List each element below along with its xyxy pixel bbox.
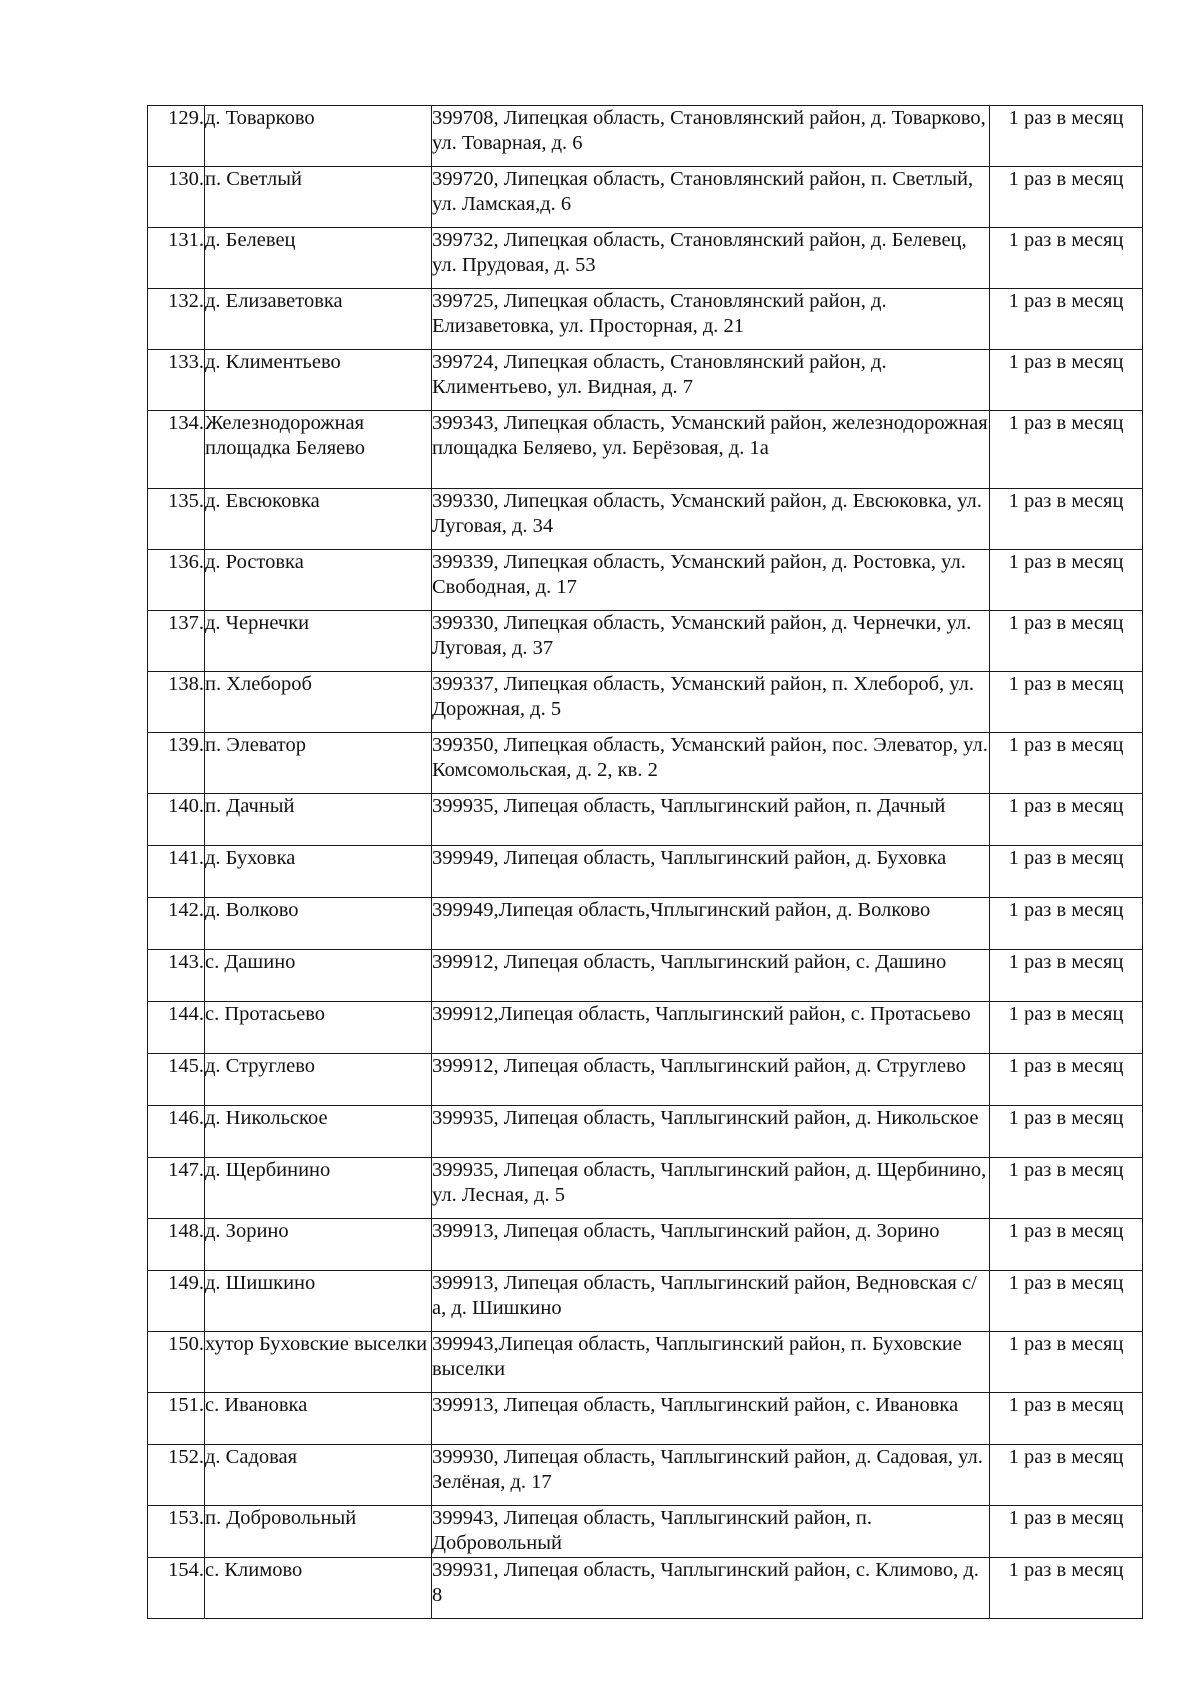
- row-number: 136.: [148, 550, 205, 611]
- visit-frequency: 1 раз в месяц: [990, 794, 1143, 846]
- settlement-name: п. Дачный: [205, 794, 432, 846]
- row-number: 139.: [148, 733, 205, 794]
- table-row: [148, 167, 1143, 228]
- row-number: 137.: [148, 611, 205, 672]
- row-number: 132.: [148, 289, 205, 350]
- visit-frequency: 1 раз в месяц: [990, 1054, 1143, 1106]
- row-number: 129.: [148, 106, 205, 167]
- row-number: 144.: [148, 1002, 205, 1054]
- visit-frequency: 1 раз в месяц: [990, 898, 1143, 950]
- table-row: [148, 489, 1143, 550]
- row-number: 142.: [148, 898, 205, 950]
- row-number: 130.: [148, 167, 205, 228]
- settlement-name: с. Ивановка: [205, 1393, 432, 1445]
- table-row: [148, 1393, 1143, 1445]
- row-number: 148.: [148, 1219, 205, 1271]
- settlement-name: д. Шишкино: [205, 1271, 432, 1332]
- row-number: 133.: [148, 350, 205, 411]
- row-number: 145.: [148, 1054, 205, 1106]
- address: 399350, Липецкая область, Усманский район, пос. Элеватор, ул. Комсомольская, д. 2, кв. 2: [432, 733, 990, 794]
- visit-frequency: 1 раз в месяц: [990, 1002, 1143, 1054]
- table-row: [148, 1558, 1143, 1619]
- settlement-name: Железнодорожная площадка Беляево: [205, 411, 432, 489]
- table-row: [148, 898, 1143, 950]
- address: 399935, Липецая область, Чаплыгинский район, п. Дачный: [432, 794, 990, 846]
- table-row: [148, 846, 1143, 898]
- address: 399912, Липецая область, Чаплыгинский район, с. Дашино: [432, 950, 990, 1002]
- settlement-name: п. Хлебороб: [205, 672, 432, 733]
- table-row: [148, 106, 1143, 167]
- visit-frequency: 1 раз в месяц: [990, 1506, 1143, 1558]
- settlement-name: д. Белевец: [205, 228, 432, 289]
- settlement-name: д. Чернечки: [205, 611, 432, 672]
- settlement-name: с. Протасьево: [205, 1002, 432, 1054]
- address: 399943, Липецая область, Чаплыгинский район, п. Добровольный: [432, 1506, 990, 1558]
- address: 399913, Липецая область, Чаплыгинский район, д. Зорино: [432, 1219, 990, 1271]
- address: 399720, Липецкая область, Становлянский район, п. Светлый, ул. Ламская,д. 6: [432, 167, 990, 228]
- table-row: [148, 672, 1143, 733]
- settlement-name: с. Дашино: [205, 950, 432, 1002]
- address: 399337, Липецкая область, Усманский район, п. Хлебороб, ул. Дорожная, д. 5: [432, 672, 990, 733]
- table-row: [148, 950, 1143, 1002]
- row-number: 141.: [148, 846, 205, 898]
- table-row: [148, 1158, 1143, 1219]
- settlement-name: п. Светлый: [205, 167, 432, 228]
- row-number: 140.: [148, 794, 205, 846]
- settlement-name: д. Товарково: [205, 106, 432, 167]
- address: 399913, Липецая область, Чаплыгинский район, с. Ивановка: [432, 1393, 990, 1445]
- visit-frequency: 1 раз в месяц: [990, 1158, 1143, 1219]
- settlement-name: д. Ростовка: [205, 550, 432, 611]
- visit-frequency: 1 раз в месяц: [990, 1445, 1143, 1506]
- table-row: [148, 1445, 1143, 1506]
- address: 399330, Липецкая область, Усманский район, д. Чернечки, ул. Луговая, д. 37: [432, 611, 990, 672]
- table-row: [148, 611, 1143, 672]
- settlement-name: д. Струглево: [205, 1054, 432, 1106]
- row-number: 146.: [148, 1106, 205, 1158]
- table-row: [148, 228, 1143, 289]
- address: 399949,Липецая область,Чплыгинский район, д. Волково: [432, 898, 990, 950]
- visit-frequency: 1 раз в месяц: [990, 950, 1143, 1002]
- table-row: [148, 1332, 1143, 1393]
- visit-frequency: 1 раз в месяц: [990, 550, 1143, 611]
- settlement-name: д. Волково: [205, 898, 432, 950]
- visit-frequency: 1 раз в месяц: [990, 350, 1143, 411]
- address: 399912, Липецая область, Чаплыгинский район, д. Струглево: [432, 1054, 990, 1106]
- visit-frequency: 1 раз в месяц: [990, 1332, 1143, 1393]
- visit-frequency: 1 раз в месяц: [990, 733, 1143, 794]
- settlement-name: п. Добровольный: [205, 1506, 432, 1558]
- settlement-name: д. Елизаветовка: [205, 289, 432, 350]
- address: 399343, Липецкая область, Усманский район, железнодорожная площадка Беляево, ул. Берёзовая, д. 1а: [432, 411, 990, 489]
- visit-frequency: 1 раз в месяц: [990, 611, 1143, 672]
- address: 399949, Липецая область, Чаплыгинский район, д. Буховка: [432, 846, 990, 898]
- row-number: 147.: [148, 1158, 205, 1219]
- visit-frequency: 1 раз в месяц: [990, 167, 1143, 228]
- visit-frequency: 1 раз в месяц: [990, 1393, 1143, 1445]
- table-row: [148, 733, 1143, 794]
- table-row: [148, 1054, 1143, 1106]
- settlement-name: д. Щербинино: [205, 1158, 432, 1219]
- address: 399912,Липецая область, Чаплыгинский район, с. Протасьево: [432, 1002, 990, 1054]
- row-number: 151.: [148, 1393, 205, 1445]
- settlement-name: д. Никольское: [205, 1106, 432, 1158]
- settlement-name: с. Климово: [205, 1558, 432, 1619]
- table-row: [148, 1002, 1143, 1054]
- visit-frequency: 1 раз в месяц: [990, 228, 1143, 289]
- address: 399732, Липецкая область, Становлянский район, д. Белевец, ул. Прудовая, д. 53: [432, 228, 990, 289]
- table-row: [148, 289, 1143, 350]
- row-number: 138.: [148, 672, 205, 733]
- settlement-name: д. Садовая: [205, 1445, 432, 1506]
- settlement-name: д. Зорино: [205, 1219, 432, 1271]
- address: 399943,Липецая область, Чаплыгинский район, п. Буховские выселки: [432, 1332, 990, 1393]
- row-number: 154.: [148, 1558, 205, 1619]
- visit-frequency: 1 раз в месяц: [990, 489, 1143, 550]
- visit-frequency: 1 раз в месяц: [990, 1558, 1143, 1619]
- row-number: 152.: [148, 1445, 205, 1506]
- settlement-name: д. Буховка: [205, 846, 432, 898]
- visit-frequency: 1 раз в месяц: [990, 1219, 1143, 1271]
- table-row: [148, 1271, 1143, 1332]
- address: 399935, Липецая область, Чаплыгинский район, д. Никольское: [432, 1106, 990, 1158]
- address: 399931, Липецая область, Чаплыгинский район, с. Климово, д. 8: [432, 1558, 990, 1619]
- address: 399330, Липецкая область, Усманский район, д. Евсюковка, ул. Луговая, д. 34: [432, 489, 990, 550]
- settlement-name: д. Климентьево: [205, 350, 432, 411]
- row-number: 153.: [148, 1506, 205, 1558]
- address: 399913, Липецая область, Чаплыгинский район, Ведновская с/а, д. Шишкино: [432, 1271, 990, 1332]
- address: 399708, Липецкая область, Становлянский район, д. Товарково, ул. Товарная, д. 6: [432, 106, 990, 167]
- visit-frequency: 1 раз в месяц: [990, 1271, 1143, 1332]
- settlement-name: д. Евсюковка: [205, 489, 432, 550]
- address: 399724, Липецкая область, Становлянский район, д. Климентьево, ул. Видная, д. 7: [432, 350, 990, 411]
- visit-frequency: 1 раз в месяц: [990, 411, 1143, 489]
- settlement-name: п. Элеватор: [205, 733, 432, 794]
- row-number: 134.: [148, 411, 205, 489]
- table-row: [148, 411, 1143, 489]
- table-row: [148, 1106, 1143, 1158]
- address: 399935, Липецая область, Чаплыгинский район, д. Щербинино, ул. Лесная, д. 5: [432, 1158, 990, 1219]
- address: 399930, Липецая область, Чаплыгинский район, д. Садовая, ул. Зелёная, д. 17: [432, 1445, 990, 1506]
- settlement-name: хутор Буховские выселки: [205, 1332, 432, 1393]
- row-number: 131.: [148, 228, 205, 289]
- settlements-table: [147, 105, 1143, 1619]
- table-row: [148, 550, 1143, 611]
- row-number: 150.: [148, 1332, 205, 1393]
- address: 399725, Липецкая область, Становлянский район, д. Елизаветовка, ул. Просторная, д. 21: [432, 289, 990, 350]
- table-row: [148, 350, 1143, 411]
- table-row: [148, 1219, 1143, 1271]
- visit-frequency: 1 раз в месяц: [990, 846, 1143, 898]
- visit-frequency: 1 раз в месяц: [990, 289, 1143, 350]
- row-number: 135.: [148, 489, 205, 550]
- table-body: [148, 106, 1143, 1619]
- visit-frequency: 1 раз в месяц: [990, 1106, 1143, 1158]
- visit-frequency: 1 раз в месяц: [990, 106, 1143, 167]
- row-number: 143.: [148, 950, 205, 1002]
- table-row: [148, 794, 1143, 846]
- row-number: 149.: [148, 1271, 205, 1332]
- table-row: [148, 1506, 1143, 1558]
- address: 399339, Липецкая область, Усманский район, д. Ростовка, ул. Свободная, д. 17: [432, 550, 990, 611]
- visit-frequency: 1 раз в месяц: [990, 672, 1143, 733]
